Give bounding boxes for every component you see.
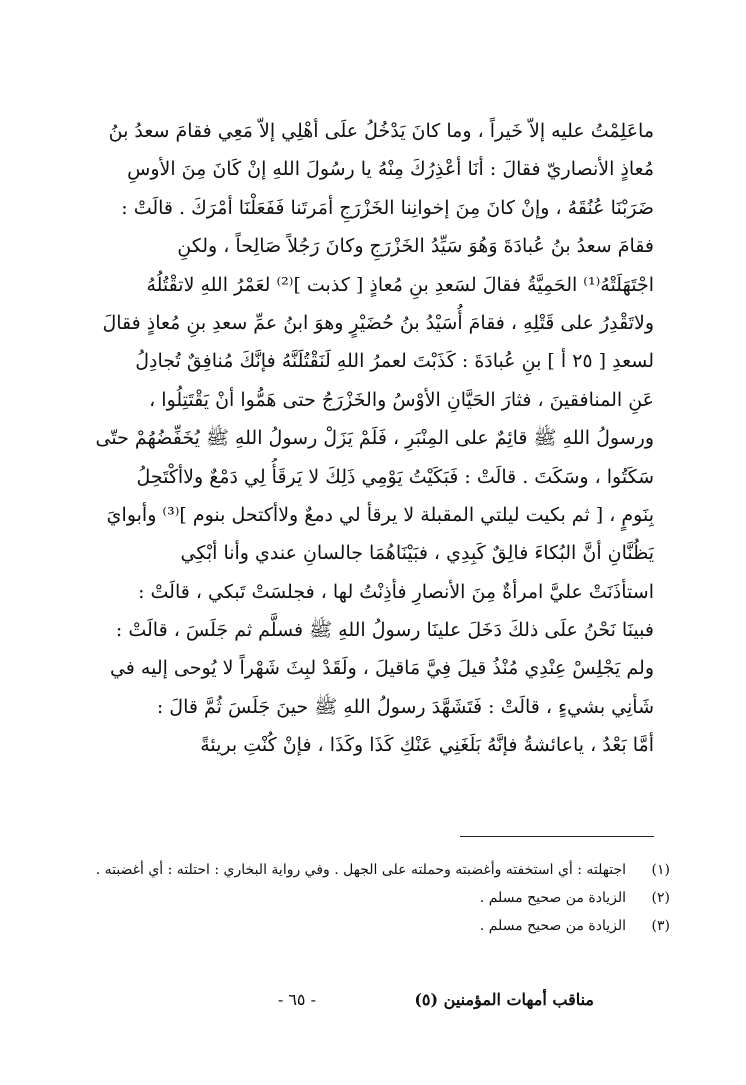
footnote	[90, 858, 670, 882]
footnote-text: الزيادة من صحيح مسلم .	[479, 918, 626, 934]
text-line: بِنَومٍ ، [ ثم بكيت ليلتي المقبلة لا يرقأ لي دمعٌ ولاأكتحل بنوم ]⁽³⁾ وأبوايَ	[106, 503, 654, 526]
text-line: استأذَنَتْ عليَّ امرأةٌ مِنَ الأنصارِ فأذِنْتُ لها ، فجلسَتْ تَبكي ، قالَتْ :	[138, 580, 654, 603]
text-line: شَأنِي بشيءٍ ، قالَتْ : فَتَشَهَّدَ رسولُ اللهِ ﷺ حينَ جَلَسَ ثُمَّ قالَ :	[156, 695, 654, 718]
footnote	[90, 886, 670, 910]
text-line: ضَرَبْنَا عُنُقَهُ ، وإنْ كانَ مِنَ إخوانِنا الخَزْرَجِ أمَرتَنا فَفَعَلْنَا أمْرَكَ . قالَتْ :	[121, 196, 654, 219]
text-line: فبينَا نَحْنُ علَى ذلكَ دَخَلَ علينَا رسولُ اللهِ ﷺ فسلَّم ثم جَلَسَ ، قالَتْ :	[115, 619, 654, 642]
text-line: فقامَ سعدُ بنُ عُبادَةَ وَهُوَ سَيِّدُ الخَزْرَجِ وكانَ رَجُلاً صَالِحاً ، ولكنِ	[177, 235, 654, 258]
text-line: سَكَتُوا ، وسَكَتَ . قالَتْ : فَبَكَيْتُ يَوْمِي ذَلِكَ لا يَرقَأُ لِي دَمْعٌ ولاأكْتَحِلُ	[136, 465, 654, 488]
page-number: - ٦٥ -	[277, 990, 316, 1009]
text-line: مُعاذٍ الأنصاريّ فقالَ : أنَا أعْذِرُكَ مِنْهُ يا رسُولَ اللهِ إنْ كَانَ مِنَ الأوسِ	[127, 158, 654, 181]
text-line: ولم يَجْلِسْ عِنْدِي مُنْذُ قيلَ فِيَّ مَاقيلَ ، ولَقَدْ لبِثَ شَهْراً لا يُوحى إليه في	[109, 657, 654, 680]
text-line: لسعدِ [ ٢٥ أ ] بنِ عُبادَةَ : كَذَبْتَ لعمرُ اللهِ لَنَقْتُلَنَّهُ فإنَّكَ مُنافِقٌ تُجادِلُ	[135, 350, 654, 373]
footnote-divider	[460, 836, 654, 837]
text-line: عَنِ المنافقينَ ، فثارَ الحَيَّانِ الأوْسُ والخَزْرَجُ حتى هَمُّوا أنْ يَقْتَتِلُوا ،	[149, 388, 654, 411]
text-line: اجْتَهَلَتْهُ⁽¹⁾ الحَمِيَّةُ فقالَ لسَعدِ بنِ مُعاذٍ [ كذبت ]⁽²⁾ لعَمْرُ اللهِ لاتقْتُلُهُ	[146, 273, 654, 296]
footnote-number: (٣)	[651, 918, 670, 934]
main-text	[94, 112, 654, 765]
text-line: يَظُنَّانِ أنَّ البُكاءَ فالِقٌ كَبِدِي ، فبَيْنَاهُمَا جالسانِ عندي وأنا أبْكِي	[180, 542, 654, 565]
text-line: ولاتَقْدِرُ على قَتْلِهِ ، فقامَ أُسَيْدُ بنُ حُضَيْرٍ وهوَ ابنُ عمِّ سعدِ بنِ مُعاذٍ فقالَ	[102, 311, 654, 334]
footnote-text: الزيادة من صحيح مسلم .	[479, 890, 626, 906]
footnote-number: (٢)	[651, 890, 670, 906]
footnote	[90, 914, 670, 938]
text-line: ورسولُ اللهِ ﷺ قائِمٌ على المِنْبَرِ ، فَلَمْ يَزَلْ رسولُ اللهِ ﷺ يُخَفِّضُهُمْ حتّى	[95, 427, 654, 450]
text-line: ماعَلِمْتُ عليه إلاّ خَيراً ، وما كانَ يَدْخُلُ علَى أهْلِي إلاّ مَعِي فقامَ سعدُ بنُ	[108, 120, 654, 142]
footnote-text: اجتهلته : أي استخفته وأغضبته وحملته على الجهل . وفي رواية البخاري : احتلته : أي أغضبته .	[95, 862, 626, 878]
footnote-number: (١)	[651, 862, 670, 878]
book-title: مناقب أمهات المؤمنين (٥)	[414, 990, 594, 1009]
footnotes	[90, 858, 670, 942]
page-footer	[94, 990, 654, 1020]
text-line: أمَّا بَعْدُ ، ياعائشةُ فإنَّهُ بَلَغَنِي عَنْكِ كَذَا وكَذَا ، فإنْ كُنْتِ بريئةً	[200, 734, 654, 757]
